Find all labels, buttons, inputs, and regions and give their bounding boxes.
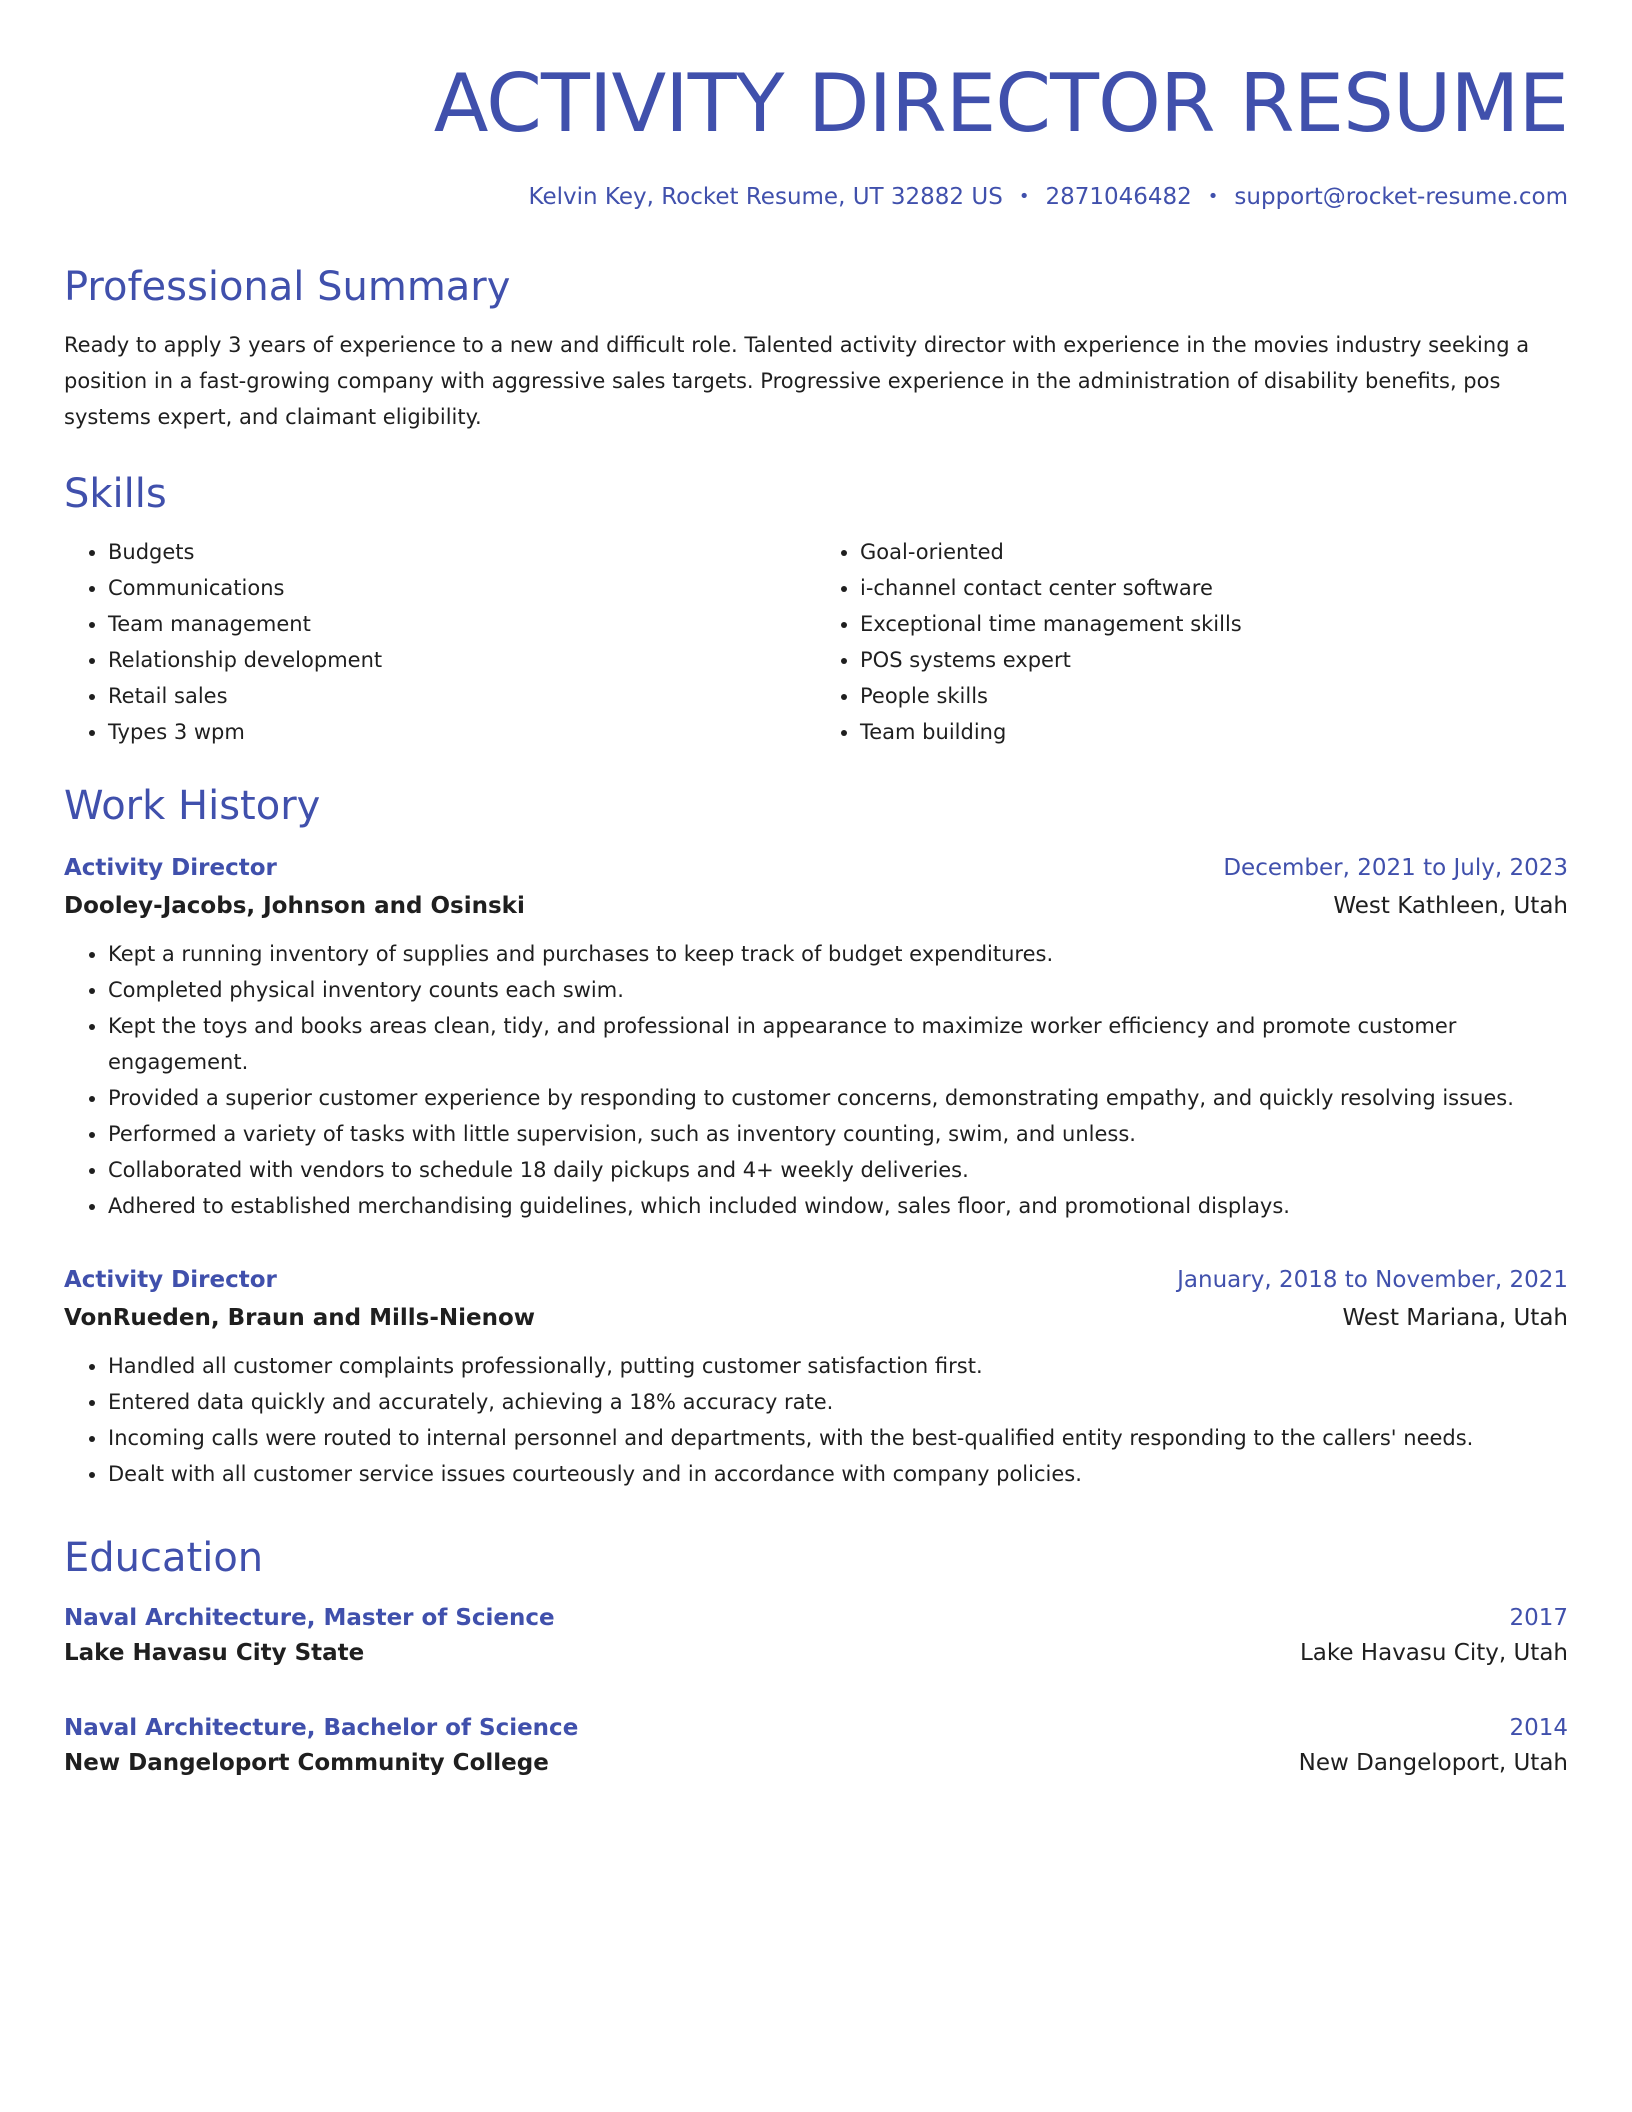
job-header-row bbox=[64, 852, 1568, 884]
skill-item: • Communications bbox=[108, 570, 816, 606]
job-duty-item: • Completed physical inventory counts each swim. bbox=[108, 972, 1568, 1008]
skill-item: • Goal-oriented bbox=[860, 534, 1568, 570]
job-entry bbox=[64, 1264, 1568, 1492]
job-duty-item: • Kept a running inventory of supplies and purchases to keep track of budget expenditures. bbox=[108, 936, 1568, 972]
education-school-row bbox=[64, 1636, 1568, 1670]
job-duty-item: • Collaborated with vendors to schedule 18 daily pickups and 4+ weekly deliveries. bbox=[108, 1152, 1568, 1188]
contact-phone: 2871046482 bbox=[1045, 184, 1192, 210]
education-entry bbox=[64, 1602, 1568, 1670]
job-duty-item: • Provided a superior customer experience by responding to customer concerns, demonstrating empathy, and quickly resolving issues. bbox=[108, 1080, 1568, 1116]
skills-list-right bbox=[816, 534, 1568, 750]
skill-item: • Budgets bbox=[108, 534, 816, 570]
skill-item: • Types 3 wpm bbox=[108, 714, 816, 750]
job-company: VonRueden, Braun and Mills-Nienow bbox=[64, 1305, 536, 1331]
skill-item: • i-channel contact center software bbox=[860, 570, 1568, 606]
skills-column-left bbox=[64, 534, 816, 750]
section-heading-skills: Skills bbox=[64, 471, 167, 517]
education-year: 2014 bbox=[1509, 1715, 1568, 1741]
skill-item: • Retail sales bbox=[108, 678, 816, 714]
skill-item: • Team management bbox=[108, 606, 816, 642]
education-header-row bbox=[64, 1602, 1568, 1634]
education-location: New Dangeloport, Utah bbox=[1298, 1750, 1568, 1776]
education-degree: Naval Architecture, Bachelor of Science bbox=[64, 1715, 579, 1741]
skills-column-right bbox=[816, 534, 1568, 750]
job-header-row bbox=[64, 1264, 1568, 1296]
summary-text: Ready to apply 3 years of experience to a new and difficult role. Talented activity director with experience in the movies industry seeking a position in a fast-growing company with aggressive sales targets. Progressive experience in the administration of disability benefits, pos systems expert, and claimant eligibility. bbox=[64, 333, 1530, 429]
skills-list-left bbox=[64, 534, 816, 750]
job-company-row bbox=[64, 1300, 1568, 1336]
section-heading-summary: Professional Summary bbox=[64, 264, 511, 310]
job-duty-item: • Adhered to established merchandising guidelines, which included window, sales floor, and promotional displays. bbox=[108, 1188, 1568, 1224]
skills-section bbox=[64, 470, 1568, 750]
job-location: West Kathleen, Utah bbox=[1333, 893, 1568, 919]
job-title: Activity Director bbox=[64, 1267, 277, 1293]
skill-item: • Exceptional time management skills bbox=[860, 606, 1568, 642]
education-degree: Naval Architecture, Master of Science bbox=[64, 1605, 555, 1631]
education-school: New Dangeloport Community College bbox=[64, 1750, 549, 1776]
job-company-row bbox=[64, 888, 1568, 924]
job-entry bbox=[64, 852, 1568, 1224]
summary-section bbox=[64, 263, 1568, 435]
contact-separator: • bbox=[1207, 186, 1219, 207]
job-duty-item: • Incoming calls were routed to internal personnel and departments, with the best-qualified entity responding to the callers' needs. bbox=[108, 1420, 1568, 1456]
section-heading-work-history: Work History bbox=[64, 783, 321, 829]
job-duties-list bbox=[64, 1348, 1568, 1492]
education-section bbox=[64, 1534, 1568, 1776]
skill-item: • Relationship development bbox=[108, 642, 816, 678]
job-duty-item: • Entered data quickly and accurately, achieving a 18% accuracy rate. bbox=[108, 1384, 1568, 1420]
contact-separator: • bbox=[1018, 186, 1030, 207]
resume-title: ACTIVITY DIRECTOR RESUME bbox=[433, 57, 1568, 150]
job-company: Dooley-Jacobs, Johnson and Osinski bbox=[64, 893, 525, 919]
skill-item: • Team building bbox=[860, 714, 1568, 750]
education-location: Lake Havasu City, Utah bbox=[1299, 1640, 1568, 1666]
contact-address: Kelvin Key, Rocket Resume, UT 32882 US bbox=[528, 184, 1003, 210]
job-duties-list bbox=[64, 936, 1568, 1224]
education-school: Lake Havasu City State bbox=[64, 1640, 365, 1666]
contact-email: support@rocket-resume.com bbox=[1234, 184, 1568, 210]
job-duty-item: • Performed a variety of tasks with little supervision, such as inventory counting, swim, and unless. bbox=[108, 1116, 1568, 1152]
skill-item: • POS systems expert bbox=[860, 642, 1568, 678]
job-dates: January, 2018 to November, 2021 bbox=[1177, 1267, 1568, 1293]
contact-line bbox=[529, 182, 1568, 212]
work-history-section bbox=[64, 782, 1568, 1486]
job-duty-item: • Handled all customer complaints professionally, putting customer satisfaction first. bbox=[108, 1348, 1568, 1384]
job-location: West Mariana, Utah bbox=[1342, 1305, 1568, 1331]
job-duty-item: • Kept the toys and books areas clean, tidy, and professional in appearance to maximize worker efficiency and promote customer engagement. bbox=[108, 1008, 1568, 1080]
job-title: Activity Director bbox=[64, 855, 277, 881]
education-header-row bbox=[64, 1712, 1568, 1744]
education-school-row bbox=[64, 1746, 1568, 1780]
skills-grid bbox=[64, 534, 1568, 750]
job-dates: December, 2021 to July, 2023 bbox=[1223, 855, 1568, 881]
section-heading-education: Education bbox=[64, 1535, 264, 1581]
job-duty-item: • Dealt with all customer service issues courteously and in accordance with company policies. bbox=[108, 1456, 1568, 1492]
resume-header bbox=[64, 58, 1568, 150]
education-entry bbox=[64, 1712, 1568, 1780]
education-year: 2017 bbox=[1509, 1605, 1568, 1631]
skill-item: • People skills bbox=[860, 678, 1568, 714]
